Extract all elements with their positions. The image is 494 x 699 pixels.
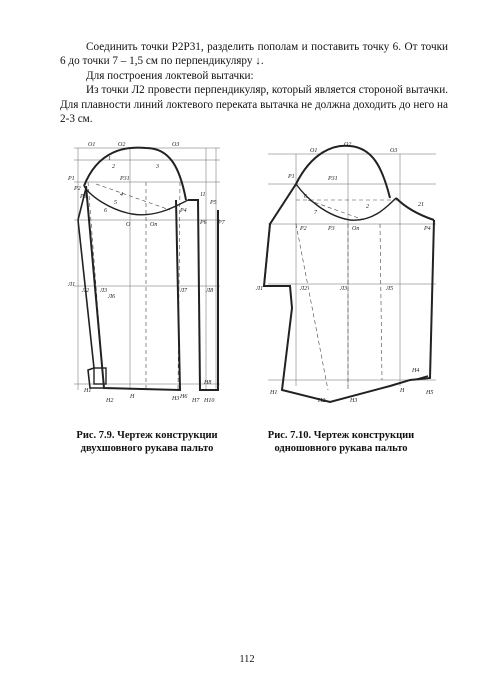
figures [60, 140, 450, 410]
label-fig1-o2: O2 [118, 142, 126, 148]
paragraph-1: Соединить точки P2P31, разделить пополам и поставить точку 6. От точки 6 до точки 7 – 1,5 см по перпендикуляру ↓. [60, 41, 448, 68]
label-fig2-2: 2 [366, 204, 369, 210]
label-fig2-h5: Н5 [426, 390, 434, 396]
caption-left-line1: Рис. 7.9. Чертеж конструкции [76, 430, 218, 441]
label-fig2-21: 21 [418, 202, 424, 208]
label-fig1-p31: P31 [120, 176, 130, 182]
label-fig1-l1: Л1 [68, 282, 76, 288]
label-fig2-p31: P31 [328, 176, 338, 182]
caption-right-line1: Рис. 7.10. Чертеж конструкции [267, 430, 415, 441]
label-fig2-l5: Л5 [386, 286, 394, 292]
label-fig1-n2: 2 [112, 164, 115, 170]
label-fig1-n3: 3 [156, 164, 159, 170]
label-fig1-n6: 6 [104, 208, 107, 214]
caption-right-line2: одношовного рукава пальто [274, 443, 408, 454]
page-number: 112 [239, 654, 255, 665]
label-fig1-h1: Н1 [84, 388, 92, 394]
figure-right-labels [255, 142, 433, 404]
label-fig1-o1: O1 [88, 142, 96, 148]
label-fig2-l2: Л2 [300, 286, 308, 292]
label-fig2-7: 7 [314, 210, 317, 216]
label-fig1-o: O [126, 222, 131, 228]
label-fig2-l3: Л3 [340, 286, 348, 292]
caption-left-line2: двухшовного рукава пальто [80, 443, 214, 454]
label-fig2-o2: O2 [344, 142, 352, 148]
label-fig2-p3: P3 [328, 226, 335, 232]
label-fig2-h3: Н3 [350, 398, 358, 404]
figure-caption-right [251, 429, 431, 455]
label-fig1-l6: Л6 [108, 294, 116, 300]
paragraph-3: Из точки Л2 провести перпендикуляр, который является стороной вытачки. Для плавности линий локтевого переката вытачка не должна доходить до него на 2-3 см. [60, 84, 448, 126]
pattern-drawings [60, 140, 450, 410]
label-fig1-p5: P5 [210, 200, 217, 206]
label-fig1-n1: 1 [108, 156, 111, 162]
label-fig2-6: 6 [304, 194, 307, 200]
label-fig2-p4: P4 [424, 226, 431, 232]
figure-caption-left [57, 429, 237, 455]
label-fig2-h: Н [400, 388, 405, 394]
label-fig2-p2: P2 [300, 226, 307, 232]
label-fig1-h: Н [130, 394, 135, 400]
label-fig1-h6: Н6 [180, 394, 188, 400]
label-fig1-h8: Н8 [204, 380, 212, 386]
label-fig1-p7: P7 [218, 220, 225, 226]
label-fig2-o1: O1 [310, 148, 318, 154]
label-fig2-p1: P1 [288, 174, 295, 180]
figure-left-drawing [74, 148, 220, 390]
label-fig1-l3: Л3 [100, 288, 108, 294]
label-fig1-h2: Н2 [106, 398, 114, 404]
figure-right-drawing [264, 146, 436, 402]
label-fig1-l2: Л2 [82, 288, 90, 294]
label-fig2-h4: Н4 [412, 368, 420, 374]
label-fig2-op: Oп [352, 226, 360, 232]
label-fig2-o3: O3 [390, 148, 398, 154]
label-fig1-p6: P6 [200, 220, 207, 226]
label-fig1-n4: 4 [120, 192, 123, 198]
paragraph-2: Для построения локтевой вытачки: [86, 69, 254, 82]
label-fig1-p3: P3 [80, 194, 87, 200]
label-fig1-l8: Л8 [206, 288, 214, 294]
label-fig2-h2: Н2 [318, 398, 326, 404]
label-fig1-p2: P2 [74, 186, 81, 192]
body-text [60, 40, 448, 126]
label-fig1-h7: Н7 [192, 398, 200, 404]
figure-left-labels [67, 142, 226, 404]
label-fig1-p4: P4 [180, 208, 187, 214]
label-fig2-h1: Н1 [270, 390, 278, 396]
label-fig1-o3: O3 [172, 142, 180, 148]
label-fig1-h3: Н3 [172, 396, 180, 402]
label-fig1-op: Oп [150, 222, 158, 228]
label-fig1-p1: P1 [68, 176, 75, 182]
label-fig2-l1: Л1 [256, 286, 264, 292]
label-fig1-h10: Н10 [204, 398, 215, 404]
label-fig1-n5: 5 [114, 200, 117, 206]
label-fig1-l7: Л7 [180, 288, 188, 294]
label-fig1-n11: 11 [200, 192, 206, 198]
